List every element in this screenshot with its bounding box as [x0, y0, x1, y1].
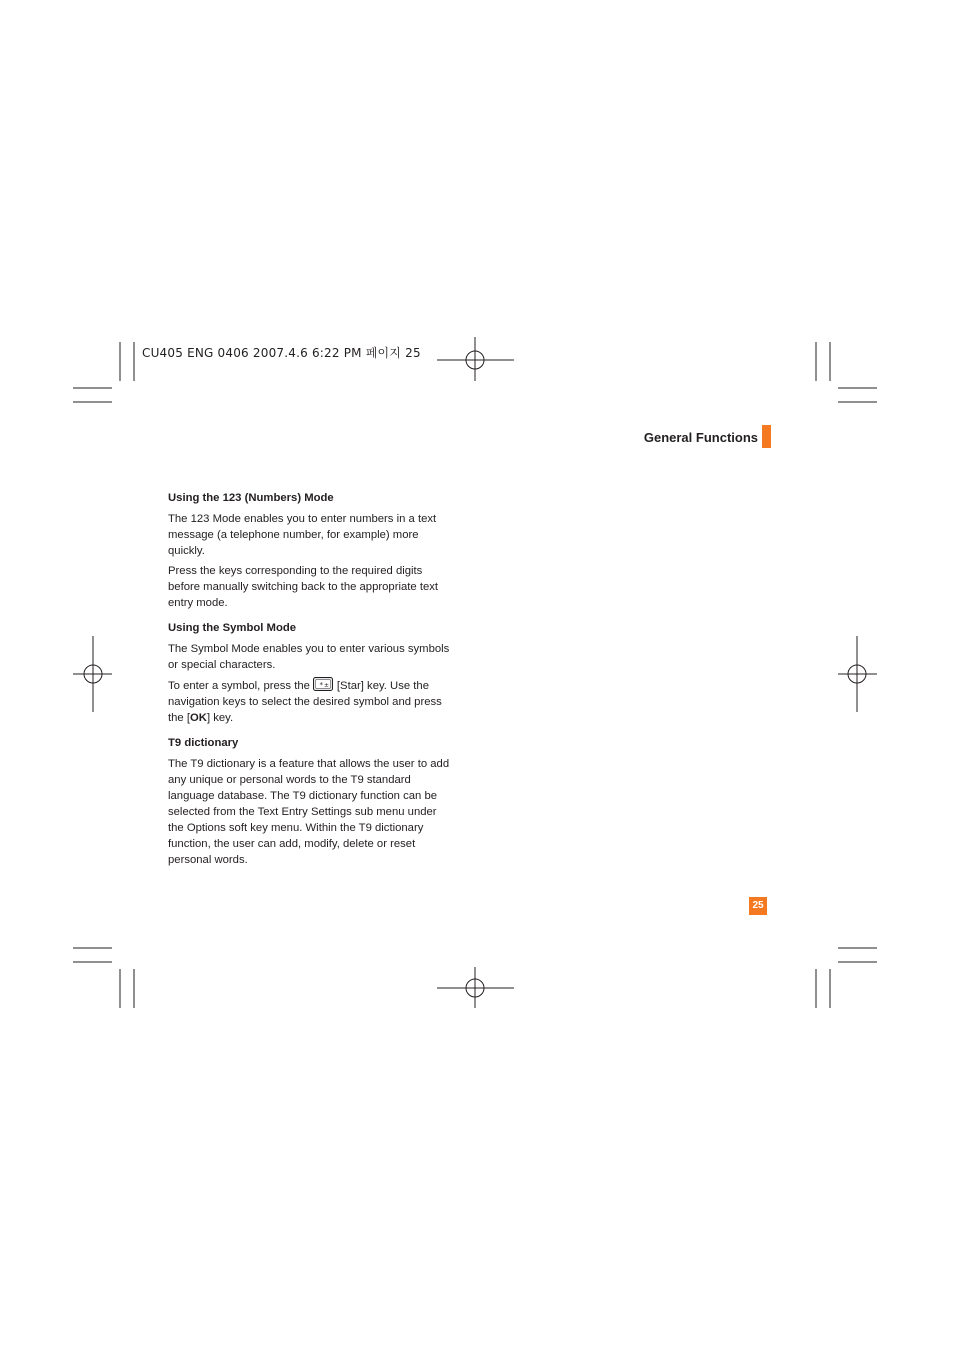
registration-mark-bottom	[437, 967, 514, 1008]
crop-mark-bottom-left	[73, 948, 134, 1008]
paragraph: The T9 dictionary is a feature that allows the user to add any unique or personal words to the T9 standard language database. The T9 dictionary function can be selected from the Text Entry Settings sub menu under the Options soft key menu. Within the T9 dictionary function, the user can add, modify, delete or reset personal words.	[168, 758, 450, 866]
symbol-instruction	[168, 677, 453, 726]
section-heading: Using the 123 (Numbers) Mode	[168, 492, 334, 504]
crop-mark-top-left	[73, 342, 134, 402]
section-symbol-mode	[168, 620, 453, 726]
registration-mark-left	[73, 636, 112, 712]
svg-text:±: ±	[323, 682, 329, 689]
crop-mark-bottom-right	[816, 948, 877, 1008]
print-slug: CU405 ENG 0406 2007.4.6 6:22 PM 페이지 25	[142, 346, 421, 360]
section-title: General Functions	[643, 430, 758, 445]
instruction-text: [Star] key. Use the navigation keys to select the desired symbol and press the [	[168, 680, 442, 724]
section-t9-dictionary	[168, 735, 453, 868]
page-content	[168, 490, 453, 872]
registration-mark-right	[838, 636, 877, 712]
section-tab-marker	[762, 425, 771, 448]
paragraph: Press the keys corresponding to the required digits before manually switching back to the appropriate text entry mode.	[168, 565, 439, 609]
star-key-icon	[313, 677, 333, 691]
section-numbers-mode	[168, 490, 453, 611]
section-heading: T9 dictionary	[168, 737, 239, 749]
instruction-text: ] key.	[206, 712, 234, 724]
svg-text:*: *	[319, 681, 323, 689]
instruction-text: To enter a symbol, press the	[168, 680, 310, 692]
section-heading: Using the Symbol Mode	[168, 622, 297, 634]
ok-key-label: OK	[189, 712, 207, 724]
crop-mark-top-right	[816, 342, 877, 402]
registration-mark-top	[437, 337, 514, 381]
page-number: 25	[749, 897, 767, 915]
paragraph: The 123 Mode enables you to enter numbers in a text message (a telephone number, for example) more quickly.	[168, 513, 437, 557]
paragraph: The Symbol Mode enables you to enter various symbols or special characters.	[168, 643, 450, 671]
